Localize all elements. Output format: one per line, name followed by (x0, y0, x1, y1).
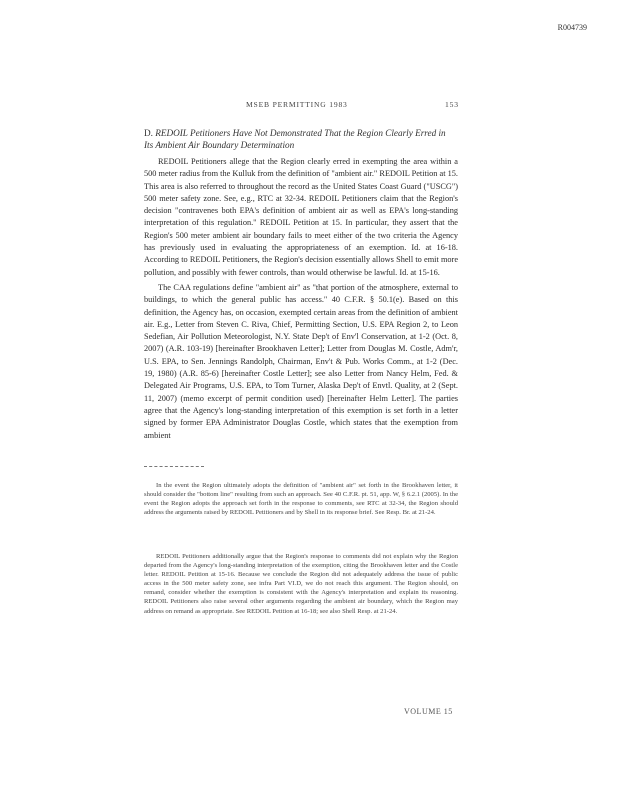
footnote-divider (144, 466, 204, 467)
footnote-text: REDOIL Petitioners additionally argue that the Region's response to comments did not explain why the Region departed from the Agency's long-standing interpretation of the exemption, citing the Brookhaven letter and the Costle letter. REDOIL Petition at 15-16. Because we conclude the Region did not adequately address the issue of public access in the 500 meter safety zone, see infra Part VI.D, we do not reach this argument. The Region should, on remand, consider whether the exemption is consistent with the Agency's interpretation and explain its reasoning. REDOIL Petitioners also raise several other arguments regarding the ambient air boundary, which the Region may address on remand as appropriate. See REDOIL Petition at 16-18; see also Shell Resp. at 21-24. (144, 553, 458, 615)
footer-page-label: VOLUME 15 (404, 707, 453, 716)
bates-number: R004739 (557, 23, 587, 32)
body-paragraph-1 (144, 156, 458, 279)
section-heading (144, 127, 456, 151)
section-title: REDOIL Petitioners Have Not Demonstrated That the Region Clearly Erred in Its Ambient Air Boundary Determination (144, 128, 446, 150)
running-header-title: MSEB PERMITTING 1983 (246, 100, 348, 109)
running-header-page: 153 (445, 100, 459, 109)
paragraph-text: The CAA regulations define "ambient air" as "that portion of the atmosphere, external to buildings, to which the general public has access." 40 C.F.R. § 50.1(e). Based on this definition, the Agency has, on occasion, exempted certain areas from the definition of ambient air. E.g., Letter from Steven C. Riva, Chief, Permitting Section, U.S. EPA Region 2, to Leon Sedefian, Air Pollution Meteorologist, N.Y. State Dep't of Env'l Conservation, at 1-2 (Oct. 8, 2007) (A.R. 103-19) [hereinafter Brookhaven Letter]; Letter from Douglas M. Costle, Adm'r, U.S. EPA, to Sen. Jennings Randolph, Chairman, Env't & Pub. Works Comm., at 1-2 (Dec. 19, 1980) (A.R. 85-6) [hereinafter Costle Letter]; see also Letter from Nancy Helm, Fed. & Delegated Air Programs, U.S. EPA, to Tom Turner, Alaska Dep't of Envtl. Quality, at 2 (Sept. 11, 2007) (memo excerpt of permit condition used) [hereinafter Helm Letter]. The parties agree that the Agency's long-standing interpretation of this exemption is set forth in a letter signed by former EPA Administrator Douglas Costle, which states that the exemption from ambient (144, 283, 458, 440)
footnote-2 (144, 552, 458, 616)
paragraph-text: REDOIL Petitioners allege that the Region clearly erred in exempting the area within a 500 meter radius from the Kulluk from the definition of "ambient air." REDOIL Petition at 15. This area is also referred to throughout the record as the United States Coast Guard ("USCG") 500 meter safety zone. See, e.g., RTC at 32-34. REDOIL Petitioners claim that the Region's decision "contravenes both EPA's definition of ambient air as well as EPA's long-standing interpretation of this regulation." REDOIL Petition at 15. In particular, they assert that the Region's 500 meter ambient air boundary fails to meet either of the two criteria the Agency has previously used in evaluating the appropriateness of an exemption. Id. at 16-18. According to REDOIL Petitioners, the Region's decision essentially allows Shell to emit more pollution, and possibly with fewer controls, than would otherwise be lawful. Id. at 15-16. (144, 157, 458, 277)
body-paragraph-2 (144, 282, 458, 442)
footnote-1 (144, 481, 458, 517)
section-number: D. (144, 128, 153, 138)
footnote-text: In the event the Region ultimately adopts the definition of "ambient air" set forth in the Brookhaven letter, it should consider the "bottom line" resulting from such an approach. See 40 C.F.R. pt. 51, app. W, § 6.2.1 (2005). In the event the Region adopts the approach set forth in the response to comments, see RTC at 32-34, the Region should address the arguments raised by REDOIL Petitioners and by Shell in its response brief. See Resp. Br. at 21-24. (144, 482, 458, 517)
